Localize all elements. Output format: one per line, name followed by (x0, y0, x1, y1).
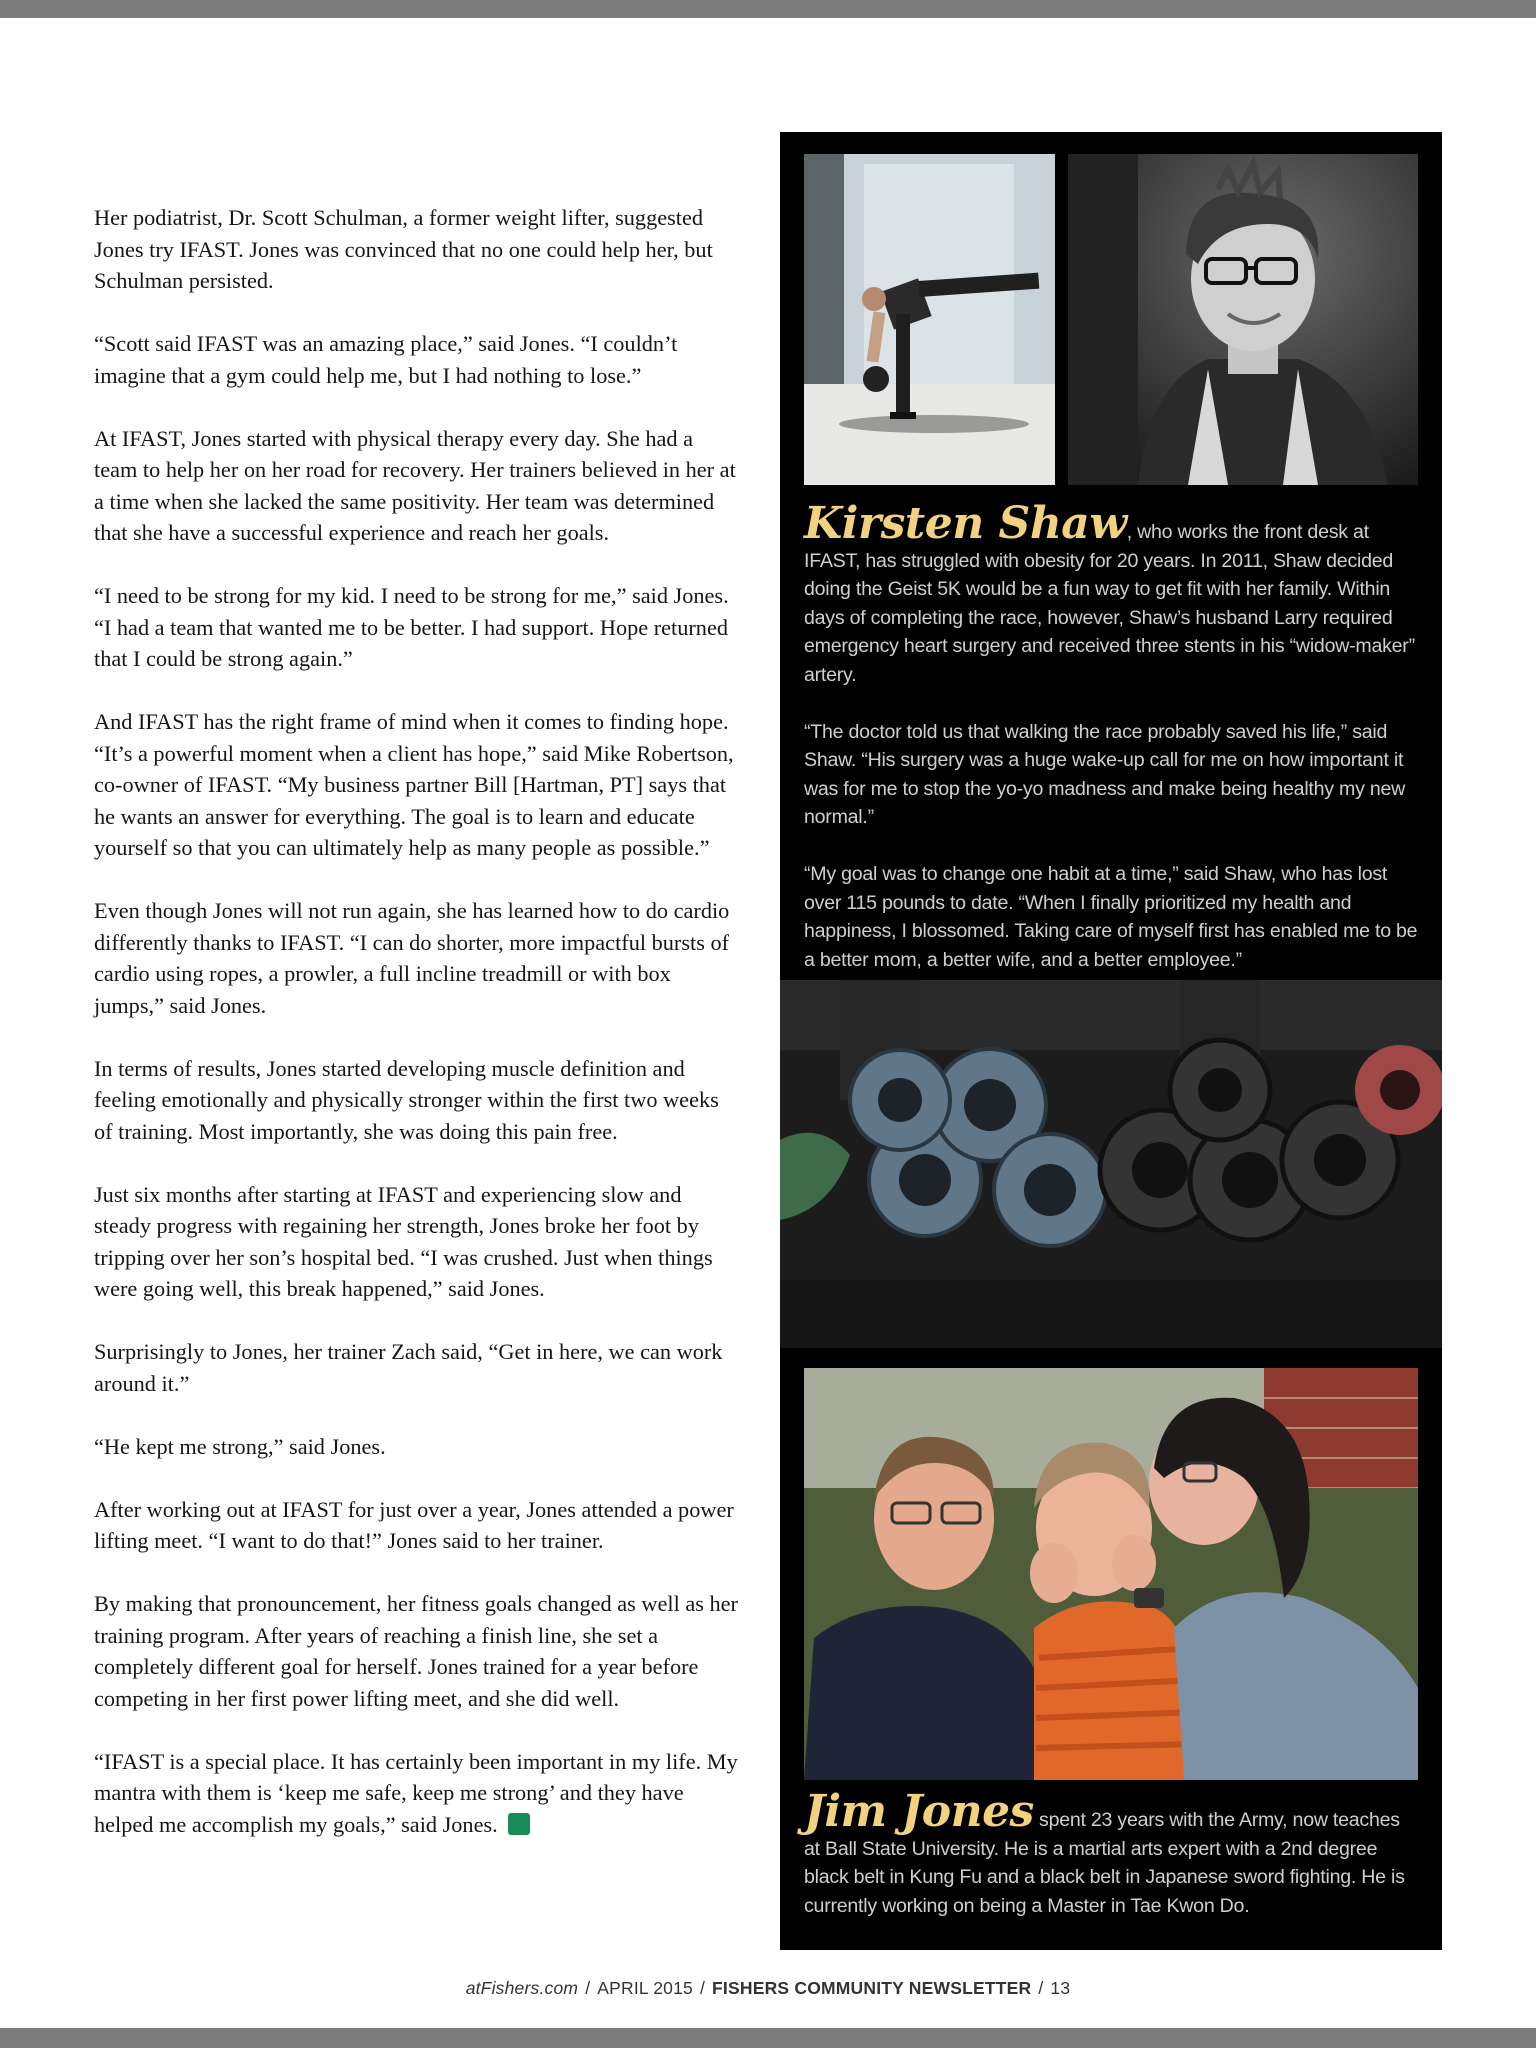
kirsten-caption (804, 498, 1420, 1003)
footer-separator: / (585, 1978, 591, 1998)
kirsten-name: Kirsten Shaw (804, 498, 1127, 549)
footer-page-number: 13 (1050, 1978, 1071, 1998)
jim-caption (804, 1786, 1420, 1949)
footer-date: APRIL 2015 (597, 1978, 693, 1998)
article-paragraph: At IFAST, Jones started with physical therapy every day. She had a team to help her on her road for recovery. Her trainers believed in her at a time when she lacked the same positivity. Her team was determined that she have a successful experience and reach her goals. (94, 425, 736, 545)
kirsten-intro: , who works the front desk at IFAST, has struggled with obesity for 20 years. In 2011, Shaw decided doing the Geist 5K would be a fun way to get fit with her family. Within days of completing the race, however, Shaw’s husband Larry required emergency heart surgery and received three stents in his “widow-maker” artery. (804, 521, 1415, 686)
article-paragraph-text: “IFAST is a special place. It has certainly been important in my life. My mantra with them is ‘keep me safe, keep me strong’ and they have helped me accomplish my goals,” said Jones. (94, 1748, 738, 1837)
article-paragraph: “Scott said IFAST was an amazing place,” said Jones. “I couldn’t imagine that a gym could help me, but I had nothing to lose.” (94, 331, 678, 388)
article-paragraph: “He kept me strong,” said Jones. (94, 1433, 386, 1459)
article-paragraph: Even though Jones will not run again, she has learned how to do cardio differently thanks to IFAST. “I can do shorter, more impactful bursts of cardio using ropes, a prowler, a full incline treadmill or with box jumps,” said Jones. (94, 898, 730, 1018)
kirsten-intro-paragraph (804, 498, 1420, 689)
footer-site: atFishers.com (465, 1978, 579, 1998)
jim-bio-paragraph (804, 1786, 1420, 1920)
footer-separator: / (699, 1978, 706, 1998)
article-paragraph: In terms of results, Jones started developing muscle definition and feeling emotionally and physically stronger within the first two weeks of training. Most importantly, she was doing this pain free. (94, 1055, 719, 1144)
photo-jim-jones-family (804, 1368, 1418, 1780)
footer-separator: / (1038, 1978, 1044, 1998)
article-closing-paragraph (94, 1746, 739, 1841)
viewer-top-bar (0, 0, 1536, 18)
footer-newsletter: FISHERS COMMUNITY NEWSLETTER (712, 1978, 1032, 1998)
photo-gym-equipment (780, 980, 1442, 1348)
viewer-bottom-bar (0, 2028, 1536, 2048)
jim-bio: spent 23 years with the Army, now teaches at Ball State University. He is a martial arts expert with a 2nd degree black belt in Kung Fu and a black belt in Japanese sword fighting. He is currently working on being a Master in Tae Kwon Do. (804, 1809, 1405, 1917)
article-body (94, 202, 739, 1872)
kirsten-quote-1: “The doctor told us that walking the race probably saved his life,” said Shaw. “His surgery was a huge wake-up call for me on how important it was for me to stop the yo-yo madness and make being healthy my new normal.” (804, 720, 1406, 828)
article-paragraph: “I need to be strong for my kid. I need to be strong for me,” said Jones. “I had a team that wanted me to be better. I had support. Hope returned that I could be strong again.” (94, 583, 729, 671)
article-paragraph: And IFAST has the right frame of mind when it comes to finding hope. “It’s a powerful moment when a client has hope,” said Mike Robertson, co-owner of IFAST. “My business partner Bill [Hartman, PT] says that he wants an answer for everything. The goal is to learn and educate yourself so that you can ultimately help as many people as possible.” (94, 709, 734, 860)
photo-kirsten-shaw-portrait (1068, 154, 1418, 485)
kirsten-quote-2: “My goal was to change one habit at a time,” said Shaw, who has lost over 115 pounds to date. “When I finally prioritized my health and happiness, I blossomed. Taking care of myself first has enabled me to be a better mom, a better wife, and a better employee.” (804, 863, 1418, 971)
article-paragraph: Her podiatrist, Dr. Scott Schulman, a former weight lifter, suggested Jones try IFAST. Jones was convinced that no one could help her, but Schulman persisted. (94, 205, 713, 293)
magazine-page (0, 18, 1536, 2028)
article-paragraph: Surprisingly to Jones, her trainer Zach said, “Get in here, we can work around it.” (94, 1339, 723, 1396)
jim-name: Jim Jones (804, 1786, 1034, 1837)
page-footer (0, 1978, 1536, 1999)
article-paragraph: Just six months after starting at IFAST and experiencing slow and steady progress with regaining her strength, Jones broke her foot by tripping over her son’s hospital bed. “I was crushed. Just when things were going well, this break happened,” said Jones. (94, 1181, 713, 1301)
profile-sidebar (780, 132, 1442, 1950)
photo-kettlebell-exercise (804, 154, 1055, 485)
end-mark-icon (508, 1813, 530, 1835)
article-paragraph: After working out at IFAST for just over a year, Jones attended a power lifting meet. “I want to do that!” Jones said to her trainer. (94, 1496, 734, 1553)
article-paragraph: By making that pronouncement, her fitness goals changed as well as her training program. After years of reaching a finish line, she set a completely different goal for herself. Jones trained for a year before competing in her first power lifting meet, and she did well. (94, 1591, 738, 1711)
